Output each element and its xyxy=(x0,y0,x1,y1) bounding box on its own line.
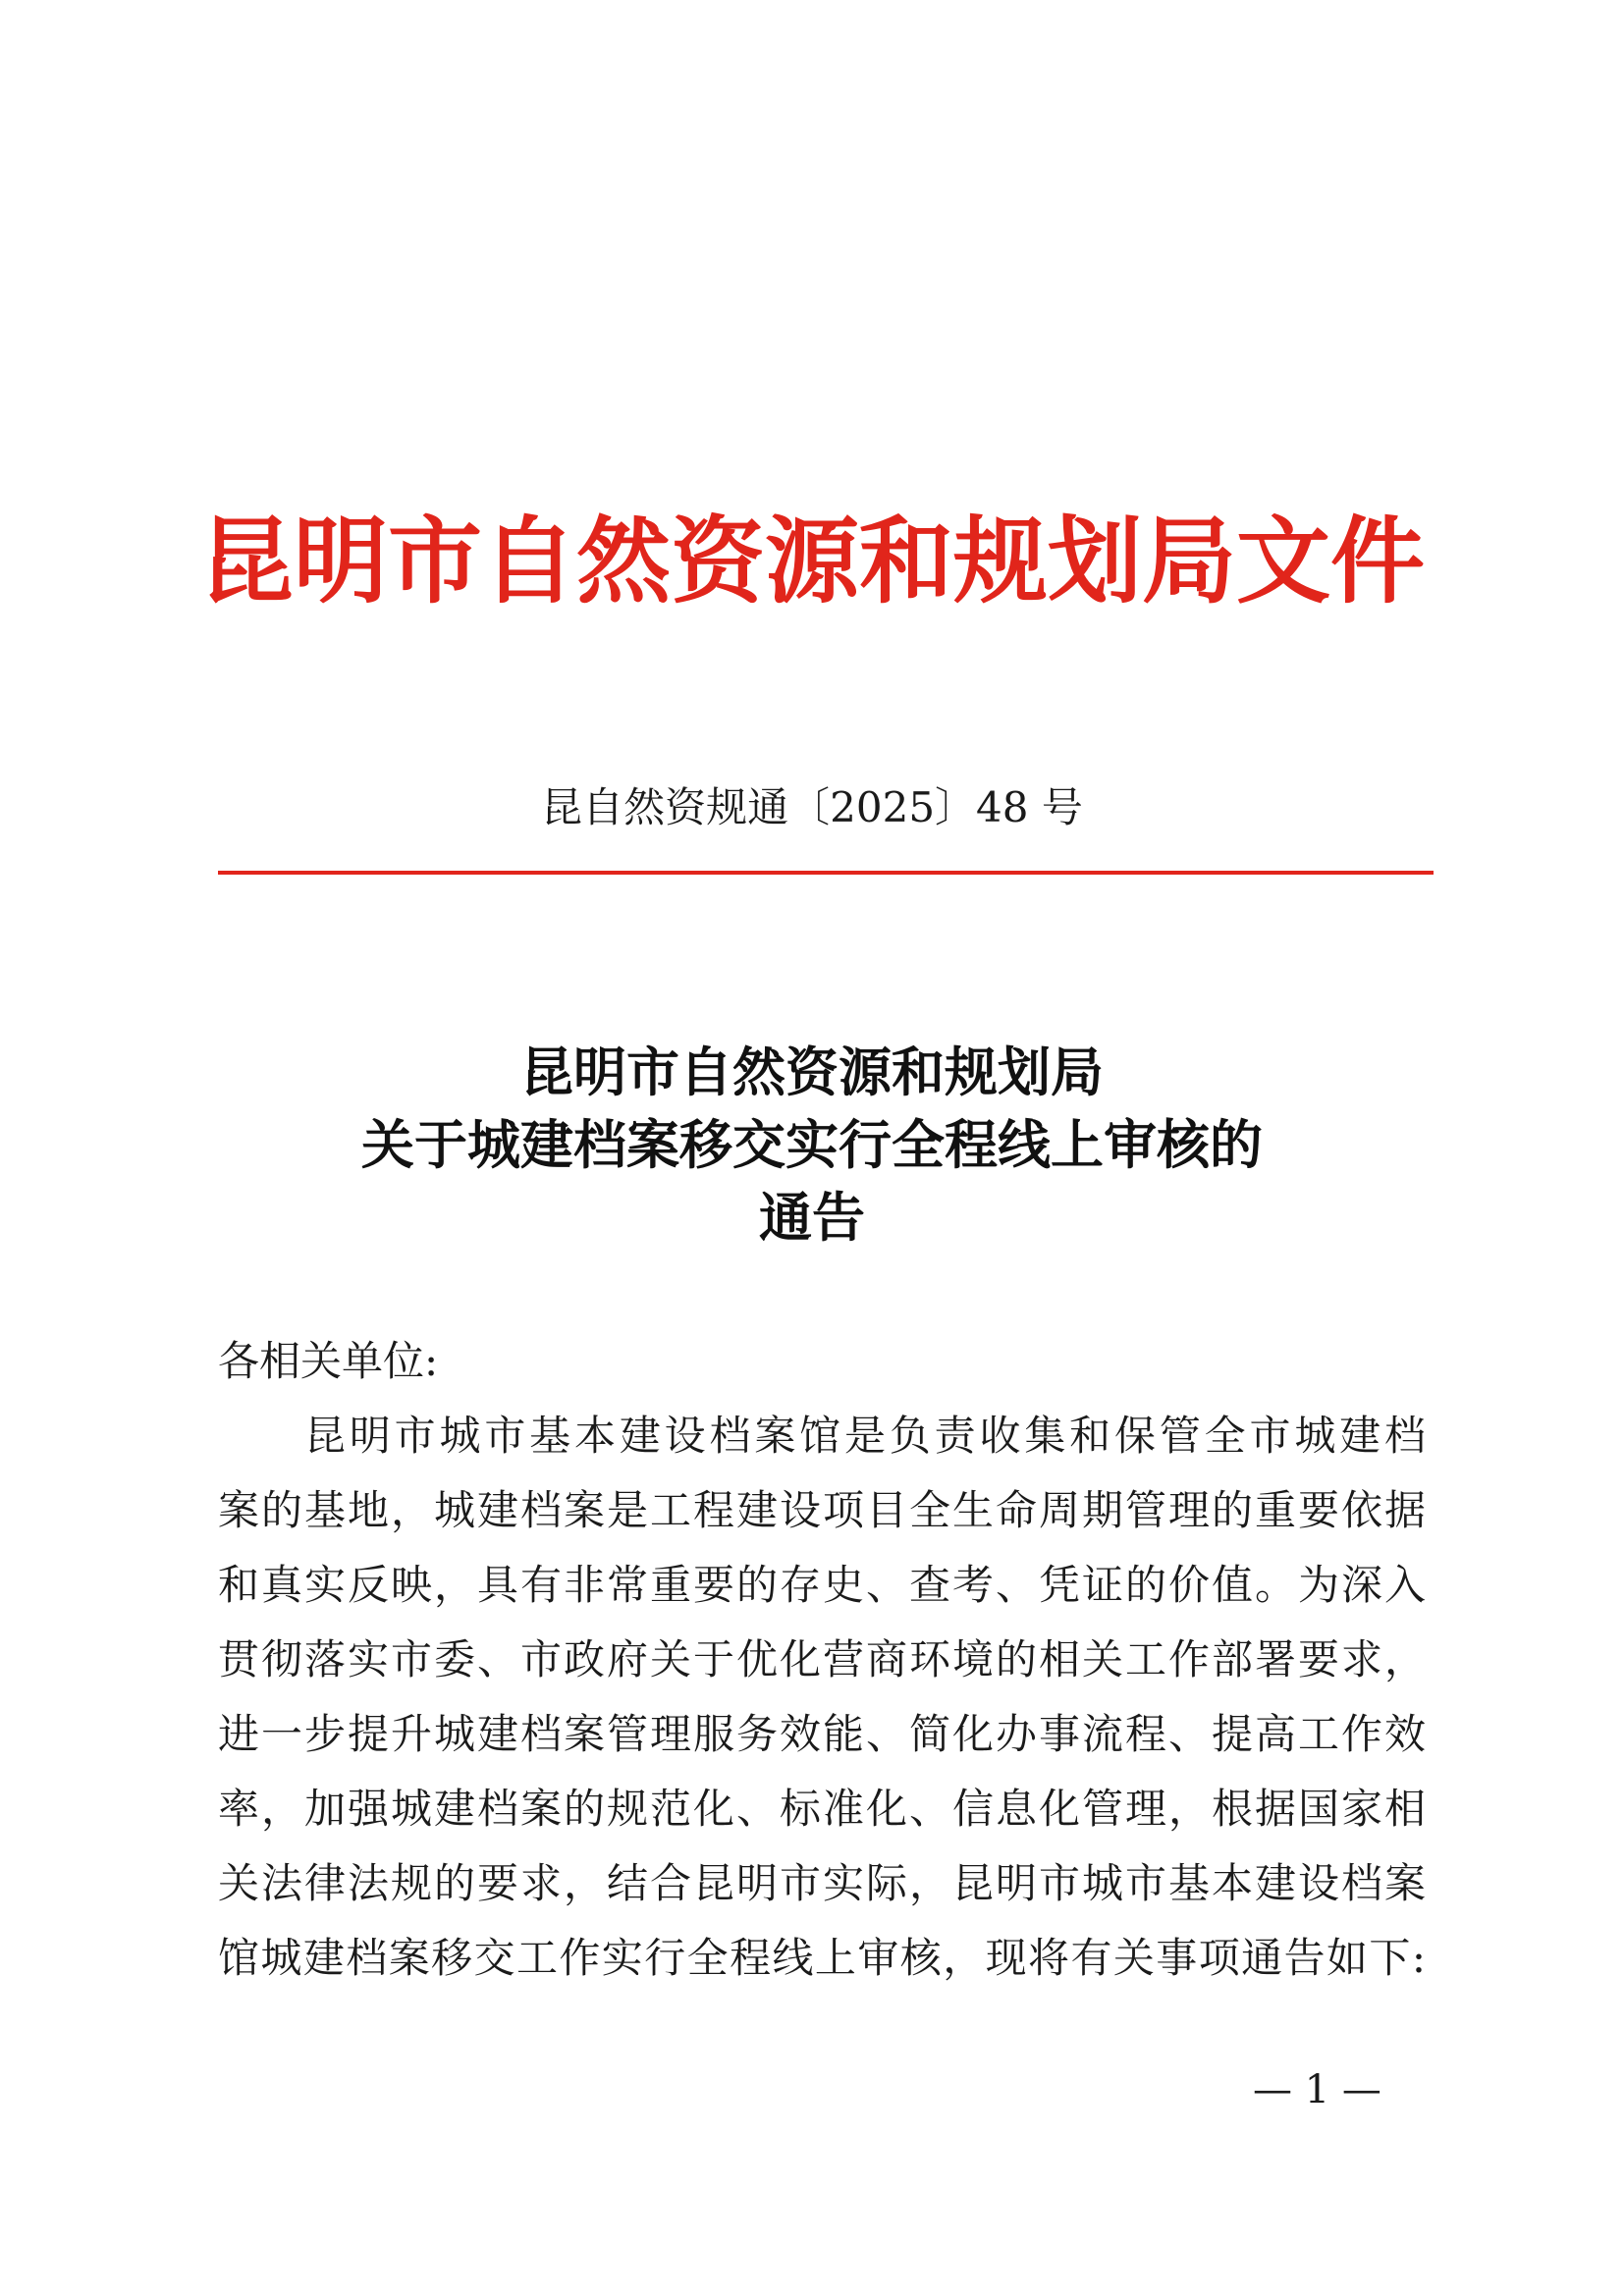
red-divider-line xyxy=(218,871,1434,875)
body-line: 馆城建档案移交工作实行全程线上审核，现将有关事项通告如下: xyxy=(218,1934,1426,1982)
document-number: 昆自然资规通〔2025〕48 号 xyxy=(541,783,1083,831)
body-line: 关法律法规的要求，结合昆明市实际，昆明市城市基本建设档案 xyxy=(218,1859,1426,1907)
document-masthead: 昆明市自然资源和规划局文件 xyxy=(199,506,1425,616)
salutation: 各相关单位: xyxy=(218,1337,439,1385)
body-line: 贯彻落实市委、市政府关于优化营商环境的相关工作部署要求， xyxy=(218,1635,1426,1683)
body-line: 进一步提升城建档案管理服务效能、简化办事流程、提高工作效 xyxy=(218,1710,1426,1758)
title-line: 关于城建档案移交实行全程线上审核的 xyxy=(361,1113,1263,1176)
body-line: 案的基地，城建档案是工程建设项目全生命周期管理的重要依据 xyxy=(218,1486,1426,1534)
document-title xyxy=(0,1036,1624,1254)
title-line: 通告 xyxy=(759,1186,865,1249)
page-number: — 1 — xyxy=(1253,2067,1381,2112)
body-line: 和真实反映，具有非常重要的存史、查考、凭证的价值。为深入 xyxy=(218,1561,1426,1609)
title-line: 昆明市自然资源和规划局 xyxy=(520,1041,1104,1103)
body-line: 率，加强城建档案的规范化、标准化、信息化管理，根据国家相 xyxy=(218,1785,1426,1833)
body-line: 昆明市城市基本建设档案馆是负责收集和保管全市城建档 xyxy=(304,1412,1426,1460)
